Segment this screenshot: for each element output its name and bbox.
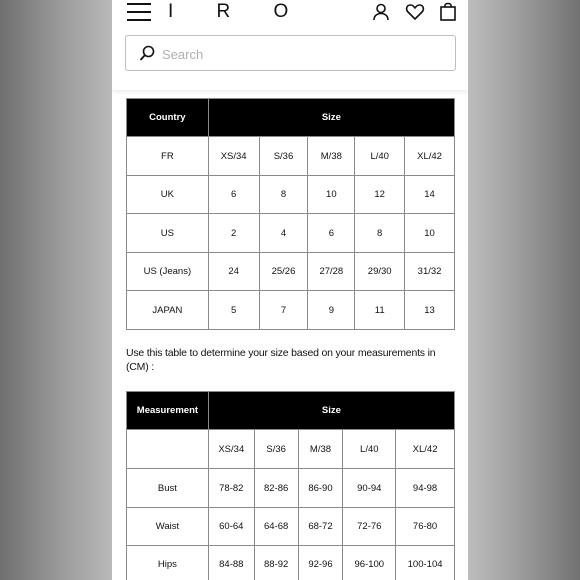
table-cell: 6 — [208, 176, 259, 214]
menu-icon[interactable] — [127, 3, 151, 21]
table-cell: 13 — [405, 291, 455, 330]
table-cell: 60-64 — [208, 508, 254, 546]
row-label: UK — [127, 176, 209, 214]
col-header-country: Country — [127, 99, 209, 137]
bag-icon[interactable] — [438, 2, 458, 22]
table-cell: 8 — [259, 176, 308, 214]
table-cell: 92-96 — [298, 546, 343, 580]
table-cell: 31/32 — [405, 253, 455, 291]
table-cell: 72-76 — [343, 508, 396, 546]
search-bar[interactable] — [125, 35, 456, 71]
table-cell: S/36 — [259, 137, 308, 176]
phone-screen — [112, 0, 468, 580]
table-cell: 7 — [259, 291, 308, 330]
table-row — [127, 508, 455, 546]
size-label: S/36 — [254, 430, 298, 469]
table-cell: 96-100 — [343, 546, 396, 580]
table-cell: 10 — [308, 176, 355, 214]
table-cell: 88-92 — [254, 546, 298, 580]
table-row — [127, 546, 455, 580]
table-cell: 4 — [259, 214, 308, 253]
table-row — [127, 253, 455, 291]
table-cell: 2 — [208, 214, 259, 253]
row-label: US (Jeans) — [127, 253, 209, 291]
site-header — [112, 0, 468, 90]
table-cell: L/40 — [355, 137, 405, 176]
table-cell: 100-104 — [396, 546, 455, 580]
table-cell: XS/34 — [208, 137, 259, 176]
col-header-size: Size — [208, 392, 454, 430]
table-row — [127, 137, 455, 176]
table-cell: 12 — [355, 176, 405, 214]
table-cell: 94-98 — [396, 469, 455, 508]
table-cell: 9 — [308, 291, 355, 330]
row-label: Bust — [127, 469, 209, 508]
table-cell: 84-88 — [208, 546, 254, 580]
size-conversion-table — [126, 98, 455, 330]
row-label: FR — [127, 137, 209, 176]
table-cell: 64-68 — [254, 508, 298, 546]
table-cell: M/38 — [308, 137, 355, 176]
table-cell: 10 — [405, 214, 455, 253]
size-label: XS/34 — [208, 430, 254, 469]
col-header-size: Size — [208, 99, 454, 137]
size-label: L/40 — [343, 430, 396, 469]
table-cell: 82-86 — [254, 469, 298, 508]
heart-icon[interactable] — [405, 2, 425, 22]
measurement-table — [126, 391, 455, 580]
table-cell: 5 — [208, 291, 259, 330]
table-row — [127, 430, 455, 469]
table-cell: 6 — [308, 214, 355, 253]
table-cell: 29/30 — [355, 253, 405, 291]
table-cell: XL/42 — [405, 137, 455, 176]
table-cell: 68-72 — [298, 508, 343, 546]
table-cell: 90-94 — [343, 469, 396, 508]
search-input[interactable] — [162, 43, 442, 65]
brand-logo[interactable]: I R O — [168, 1, 308, 22]
measurement-note: Use this table to determine your size based on your measurements in (CM) : — [126, 347, 436, 373]
table-cell: 24 — [208, 253, 259, 291]
row-label: JAPAN — [127, 291, 209, 330]
user-icon[interactable] — [371, 2, 391, 22]
table-row — [127, 176, 455, 214]
table-row — [127, 469, 455, 508]
row-label: Hips — [127, 546, 209, 580]
empty-cell — [127, 430, 209, 469]
table-cell: 25/26 — [259, 253, 308, 291]
table-row — [127, 291, 455, 330]
search-icon — [139, 45, 156, 62]
col-header-measurement: Measurement — [127, 392, 209, 430]
table-cell: 14 — [405, 176, 455, 214]
table-row — [127, 214, 455, 253]
table-cell: 76-80 — [396, 508, 455, 546]
table-cell: 78-82 — [208, 469, 254, 508]
table-cell: 11 — [355, 291, 405, 330]
row-label: US — [127, 214, 209, 253]
size-label: XL/42 — [396, 430, 455, 469]
table-cell: 86-90 — [298, 469, 343, 508]
row-label: Waist — [127, 508, 209, 546]
table-cell: 27/28 — [308, 253, 355, 291]
size-label: M/38 — [298, 430, 343, 469]
table-cell: 8 — [355, 214, 405, 253]
